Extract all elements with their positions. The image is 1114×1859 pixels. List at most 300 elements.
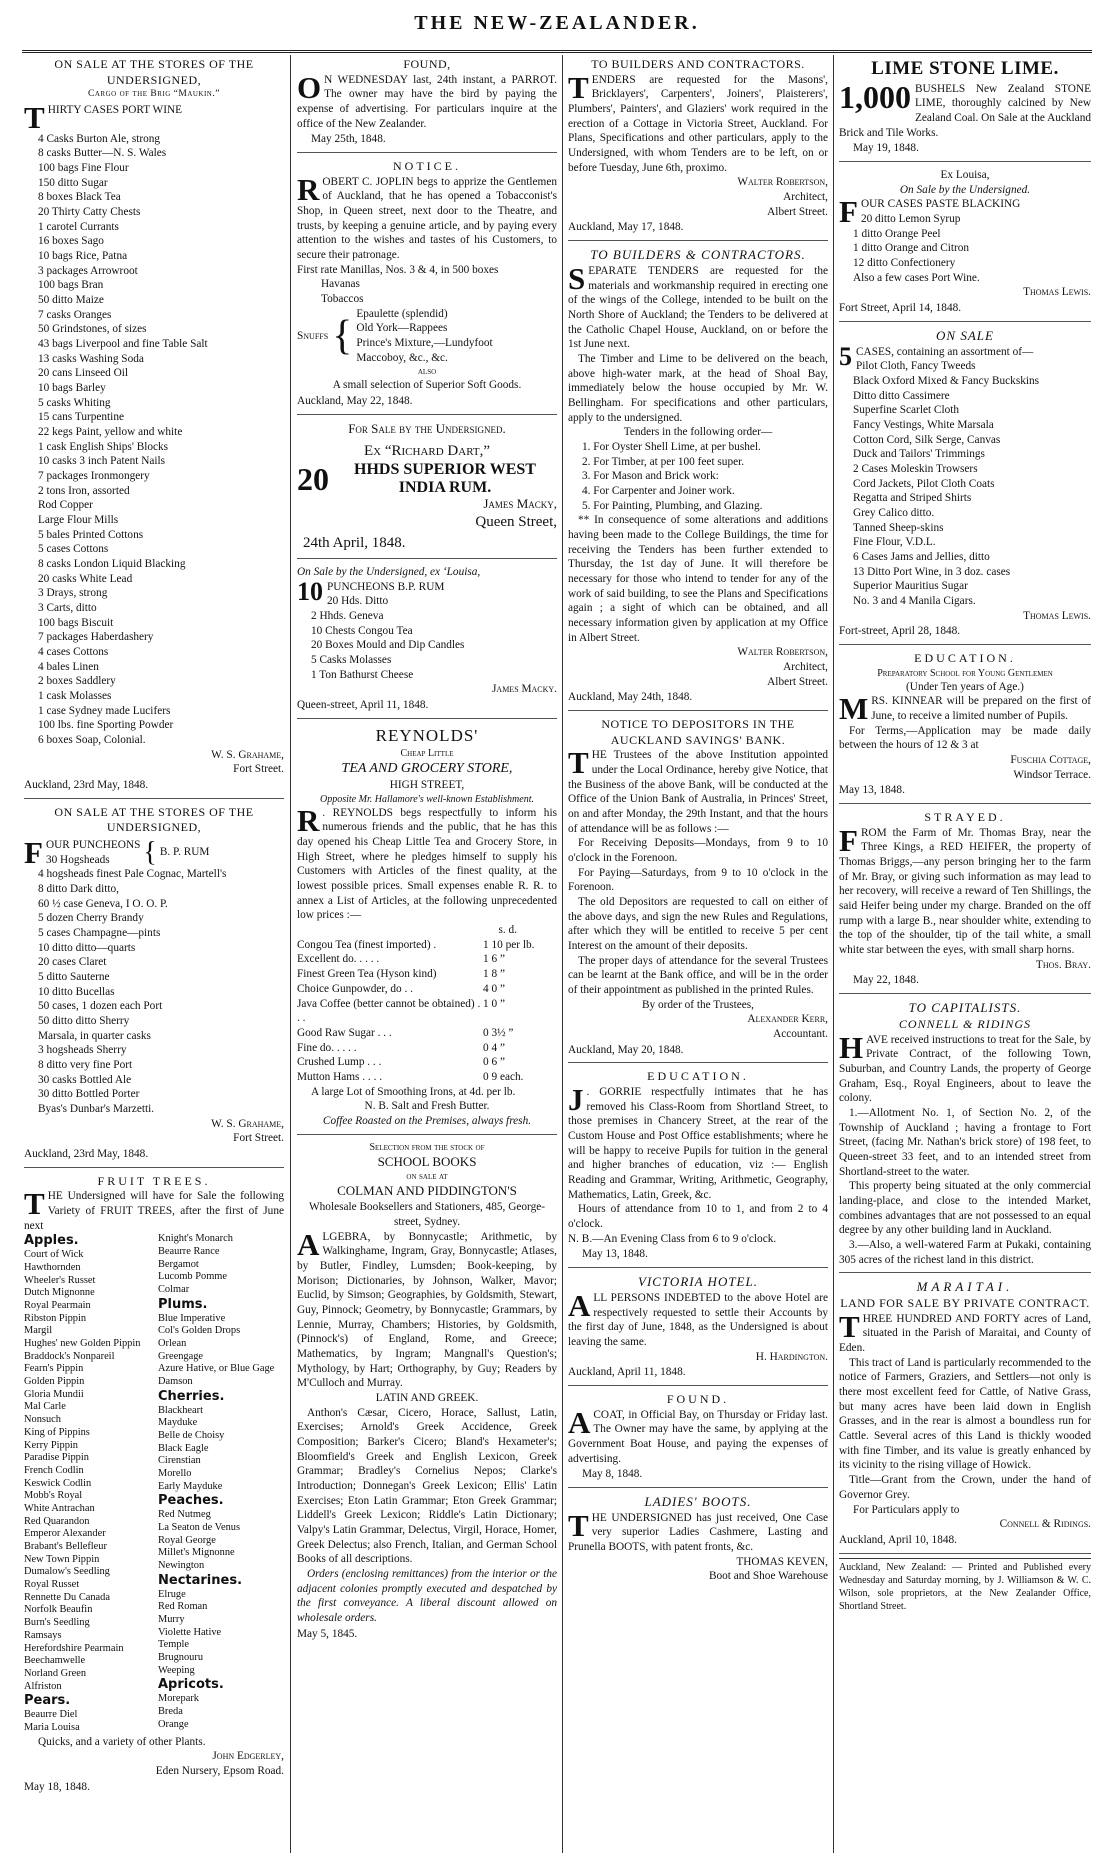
price-row — [297, 1026, 557, 1041]
signature-address: Eden Nursery, Epsom Road. — [155, 1764, 284, 1777]
column-4 — [839, 55, 1091, 1853]
drop-cap: H — [839, 1029, 864, 1065]
price-value: 1 10 per lb. — [483, 938, 535, 951]
advert-louisa-blacking — [839, 166, 1091, 322]
advert-body: Orders (enclosing remittances) from the interior or the adjacent colonies promptly executed and despatched by the first conveyance. A liberal discount allowed on wholesale orders. — [297, 1568, 557, 1625]
price-value: 1 0 ” — [483, 997, 505, 1010]
advert-savings-bank — [568, 715, 828, 1063]
advert-date: Fort Street, April 14, 1848. — [839, 302, 962, 315]
advert-subheading: Opposite Mr. Hallamore's well-known Establishment. — [320, 793, 534, 805]
list-item: Fearn's Pippin — [24, 1363, 84, 1375]
item-list — [839, 359, 1091, 608]
list-item: Emperor Alexander — [24, 1528, 106, 1540]
drop-cap: T — [568, 745, 589, 781]
apple-list — [24, 1249, 150, 1693]
list-item: 4 bales Linen — [38, 660, 99, 673]
list-item: 20 cans Linseed Oil — [38, 367, 129, 380]
advert-body: Anthon's Cæsar, Cicero, Horace, Sallust, Latin, Exercises; Arnold's Greek Accidence, Greek Composition; Barker's Cicero; Bland's Hexameter's; Bloomfield's Greek and English Lexicon, Greek Grammar; Bradley's Cornelius Nepos; Clarke's Introduction; Donnegan's Greek Lexicon; Ellis' Latin Exercises; Eton Latin Grammar; Eton Greek Grammar; Liddell's Greek Lexicon; Riddle's Latin Dictionary; Valpy's Latin Grammar, Delectus, Virgil, Horace, Homer, Greek Delectus; also French, Italian, and German School Books of all descriptions. — [297, 1406, 557, 1566]
list-item: 3 Carts, ditto — [38, 602, 97, 615]
advert-body: Title—Grant from the Crown, under the hand of Governor Grey. — [839, 1474, 1091, 1501]
list-item: 6 Cases Jams and Jellies, ditto — [853, 551, 990, 564]
list-item: Prince's Mixture,—Lundyfoot — [356, 336, 493, 349]
advert-ladies-boots — [568, 1492, 828, 1589]
signature: Thomas Lewis. — [1023, 286, 1091, 299]
advert-heading: Ex Louisa, — [940, 169, 990, 182]
advert-note: A large Lot of Smoothing Irons, at 4d. per lb. — [311, 1085, 516, 1098]
item-list — [297, 594, 557, 682]
advert-heading: ON SALE AT THE STORES OF THE UNDERSIGNED, — [54, 804, 254, 835]
quantity: 1,000 — [839, 78, 911, 115]
list-item: Nonsuch — [24, 1414, 61, 1426]
advert-heading: STRAYED. — [924, 810, 1006, 825]
list-item: French Codlin — [24, 1464, 84, 1476]
list-item: Violette Hative — [158, 1626, 222, 1638]
list-item: Temple — [158, 1639, 190, 1651]
peach-list — [158, 1509, 284, 1572]
advert-found-parrot — [297, 55, 557, 153]
list-item: Red Roman — [158, 1601, 208, 1613]
advert-lime — [839, 55, 1091, 162]
list-item: Fancy Vestings, White Marsala — [853, 419, 994, 432]
price-value: 0 4 ” — [483, 1041, 505, 1054]
advert-body: 3.—Also, a well-watered Farm at Pukaki, containing 305 acres of the richest land in this district. — [839, 1238, 1091, 1266]
advert-tobacconist — [297, 157, 557, 415]
advert-date: Auckland, May 22, 1848. — [297, 394, 413, 407]
list-item: Beechamwelle — [24, 1655, 86, 1667]
signature: W. S. Grahame, — [211, 1117, 284, 1130]
price-header: s. d. — [498, 924, 517, 937]
list-item: Hawthornden — [24, 1261, 81, 1273]
list-item: Elruge — [158, 1588, 186, 1600]
list-item: 5 dozen Cherry Brandy — [38, 912, 144, 925]
advert-date: Auckland, 23rd May, 1848. — [24, 1148, 149, 1161]
list-item: 30 casks Bottled Ale — [38, 1073, 132, 1086]
list-item: 5 casks Whiting — [38, 396, 111, 409]
category-heading: Apricots. — [158, 1677, 224, 1693]
list-item: 100 bags Bran — [38, 279, 104, 292]
signature-address: Boot and Shoe Warehouse — [708, 1570, 828, 1583]
advert-heading: LIME STONE LIME. — [871, 58, 1059, 79]
list-item: 50 cases, 1 dozen each Port — [38, 1000, 163, 1013]
list-item: Kerry Pippin — [24, 1439, 78, 1451]
advert-body: HE Undersigned will have for Sale the following Variety of FRUIT TREES, after the first of June next — [24, 1190, 284, 1232]
list-item: 2 boxes Saddlery — [38, 675, 116, 688]
list-item: Red Quarandon — [24, 1515, 90, 1527]
advert-cloth-sale — [839, 326, 1091, 645]
list-item: 2 Hhds. Geneva — [311, 610, 384, 623]
list-item: Ramsays — [24, 1629, 62, 1641]
drop-cap: J — [568, 1081, 584, 1117]
advert-heading: NOTICE. — [393, 158, 461, 173]
advert-maraitai — [839, 1277, 1091, 1553]
list-item: 1. For Oyster Shell Lime, at per bushel. — [582, 440, 761, 453]
signature: Thos. Bray. — [1035, 958, 1091, 971]
advert-body: This property being situated at the only commercial landing-place, and close to the intended Market, combines advantages that are not possessed to an equal degree by any other building land in Auckland. — [839, 1180, 1091, 1237]
advert-school-books — [297, 1139, 557, 1647]
quantity: 5 — [839, 341, 852, 371]
list-item: 100 lbs. fine Sporting Powder — [38, 719, 174, 732]
advert-maukin-cargo — [24, 55, 284, 799]
price-row — [297, 982, 557, 997]
advert-subheading: LAND FOR SALE BY PRIVATE CONTRACT. — [840, 1296, 1090, 1311]
price-row — [297, 938, 557, 953]
signature: Walter Robertson, — [737, 176, 828, 189]
signature-address: Fort Street. — [233, 763, 284, 776]
address: Windsor Terrace. — [1013, 768, 1091, 781]
cherry-list — [158, 1405, 284, 1494]
price-row — [297, 967, 557, 982]
drop-cap: T — [568, 69, 589, 105]
list-item: Orlean — [158, 1338, 187, 1350]
list-item: 20 Thirty Catty Chests — [38, 205, 141, 218]
list-item: Knight's Monarch — [158, 1233, 233, 1245]
signature: James Macky. — [492, 683, 557, 696]
item-list — [24, 132, 284, 748]
list-item: Ditto ditto Cassimere — [853, 389, 950, 402]
drop-cap: F — [24, 834, 43, 870]
list-item: Royal George — [158, 1534, 216, 1546]
category-heading: Apples. — [24, 1233, 79, 1249]
brand-label: B. P. RUM — [159, 846, 210, 859]
list-heading: Tenders in the following order— — [623, 426, 773, 439]
list-item: Early Mayduke — [158, 1480, 223, 1492]
advert-body: ROM the Farm of Mr. Thomas Bray, near the Three Kings, a RED HEIFER, the property of Thomas Briggs,—any person bringing her to the farm of Mr. Bray, or giving such information as may lead to her recovery, will receive a reward of Ten Shillings, the said Heifer being under my charge. Branded on the off rump with a large B., near shoulder white, extending to the top of the shoulder, tip of the tail white, a small white star between the eyes, with small sharp horns. — [839, 826, 1091, 957]
drop-cap: R — [297, 171, 320, 207]
advert-note: N. B. Salt and Fresh Butter. — [364, 1100, 490, 1113]
advert-heading: ON SALE — [936, 327, 994, 343]
list-item: 8 boxes Black Tea — [38, 191, 121, 204]
list-item: Dutch Mignonne — [24, 1287, 95, 1299]
price-item: Crushed Lump . . . — [297, 1056, 382, 1069]
price-row — [297, 1041, 557, 1056]
list-item: 50 ditto Maize — [38, 293, 104, 306]
advert-body: The Timber and Lime to be delivered on the beach, above high-water mark, at the head of Shoal Bay, immediately below the house occupied by Mr. W. Bellingham. For specifications and other particulars, apply to the undersigned. — [568, 352, 828, 424]
list-item: Millet's Mignonne — [158, 1547, 235, 1559]
advert-subheading: Cheap Little — [400, 747, 454, 759]
list-item: 43 bags Liverpool and fine Table Salt — [38, 337, 208, 350]
advert-spirits — [24, 803, 284, 1168]
list-item: New Town Pippin — [24, 1553, 100, 1565]
list-item: King of Pippins — [24, 1426, 90, 1438]
list-item: 1 Ton Bathurst Cheese — [311, 668, 414, 681]
list-item: Brugnouru — [158, 1652, 204, 1664]
list-item: 15 cans Turpentine — [38, 411, 124, 424]
list-item: 1 ditto Orange and Citron — [853, 242, 970, 255]
apricot-list — [158, 1693, 284, 1731]
advert-heading: FOUND. — [666, 1391, 730, 1406]
printer-imprint: Auckland, New Zealand: — Printed and Published every Wednesday and Saturday morning, by J. Williamson & W. C. Wilson, sole proprietors, at the New Zealander Office, Shortland Street. — [839, 1558, 1091, 1613]
address: Fuschia Cottage, — [1010, 754, 1091, 767]
price-item: Congou Tea (finest imported) . — [297, 938, 437, 951]
list-item: 20 ditto Lemon Syrup — [860, 213, 961, 226]
signature: Walter Robertson, — [737, 646, 828, 659]
drop-cap: R — [297, 802, 320, 838]
advert-body: HE Trustees of the above Institution appointed under the Local Ordinance, hereby give Notice, that the Business of the above Bank, will be conducted at the Office of the Union Bank of Australia, in Princes' Street, on and after Monday, the 29th Instant, and that the hours of attendance will be as follows :— — [568, 749, 828, 835]
list-item: 7 packages Ironmongery — [38, 469, 150, 482]
list-item: 5 bales Printed Cottons — [38, 528, 144, 541]
drop-cap: T — [568, 1507, 589, 1543]
list-item: 16 boxes Sago — [38, 235, 104, 248]
category-heading: Cherries. — [158, 1388, 225, 1404]
list-item: Red Nutmeg — [158, 1509, 211, 1521]
list-item: 10 bags Rice, Patna — [38, 249, 128, 262]
list-item: 2 tons Iron, assorted — [38, 484, 130, 497]
snuffs-label: Snuffs — [297, 329, 329, 342]
drop-cap: A — [568, 1404, 591, 1440]
list-item: 10 casks 3 inch Patent Nails — [38, 455, 166, 468]
list-item: Black Oxford Mixed & Fancy Buckskins — [853, 375, 1040, 387]
list-item: 3 packages Arrowroot — [38, 264, 138, 277]
advert-heading: COLMAN AND PIDDINGTON'S — [337, 1183, 517, 1199]
stock-line: First rate Manillas, Nos. 3 & 4, in 500 boxes — [297, 263, 499, 276]
signature-address: Albert Street. — [767, 675, 828, 688]
list-item: 3 hogsheads Sherry — [38, 1044, 127, 1057]
advert-body: This tract of Land is particularly recommended to the notice of Farmers, Graziers, and Settlers—not only is there most excellent feed for Cattle, of Native Grass, but many acres have been laid down in English Grasses, and in the rear is almost a boundless run for Cattle. Several acres of this Land is thickly wooded with fine Timber, and its value is greatly enhanced by its vicinity to the rising village of Howick. — [839, 1356, 1091, 1472]
advert-date: 24th April, 1848. — [303, 534, 406, 551]
list-item: Byas's Dunbar's Marzetti. — [38, 1103, 155, 1116]
nectarine-list — [158, 1589, 284, 1678]
advert-body: 1.—Allotment No. 1, of Section No. 2, of the Township of Auckland ; having a frontage to Fort Street, (facing Mr. Nathan's brick store) of 198 feet, to Queen-street 33 feet, and to an intended street from Shortland-street to the water. — [839, 1106, 1091, 1178]
snuff-list — [356, 307, 557, 366]
advert-subheading: Cargo of the Brig “Maukin.” — [88, 89, 220, 100]
advert-heading: SCHOOL BOOKS — [377, 1153, 477, 1169]
advert-note: Coffee Roasted on the Premises, always fresh. — [322, 1114, 532, 1127]
advert-strayed — [839, 808, 1091, 994]
list-item: 10 ditto Bucellas — [38, 985, 115, 998]
advert-date: Fort-street, April 28, 1848. — [839, 625, 961, 638]
advert-body: HREE HUNDRED AND FORTY acres of Land, situated in the Parish of Maraitai, and County of Eden. — [839, 1312, 1091, 1355]
list-item: Alfriston — [24, 1680, 62, 1692]
price-value: 1 8 ” — [483, 968, 505, 981]
advert-heading: LADIES' BOOTS. — [644, 1493, 752, 1509]
advert-date: Auckland, May 24th, 1848. — [568, 691, 693, 704]
list-item: Azure Hative, or Blue Gage — [158, 1363, 275, 1375]
item-list — [839, 212, 1091, 271]
list-item: Superfine Scarlet Cloth — [853, 404, 960, 417]
advert-date: Auckland, April 11, 1848. — [568, 1366, 686, 1379]
list-item: 13 Ditto Port Wine, in 3 doz. cases — [853, 565, 1011, 578]
list-item: Brabant's Bellefleur — [24, 1541, 107, 1553]
list-item: 50 Grindstones, of sizes — [38, 323, 147, 336]
price-item: Good Raw Sugar . . . — [297, 1026, 392, 1039]
item-list — [24, 867, 284, 1116]
list-item: 8 ditto very fine Port — [38, 1059, 133, 1072]
list-item: 1 ditto Orange Peel — [853, 227, 941, 240]
list-item: Cord Jackets, Pilot Cloth Coats — [853, 477, 995, 490]
list-item: Norfolk Beaufin — [24, 1604, 93, 1616]
category-heading: Plums. — [158, 1296, 208, 1312]
list-item: 8 ditto Dark ditto, — [38, 882, 119, 895]
list-item: 30 ditto Bottled Porter — [38, 1088, 140, 1101]
advert-body: The proper days of attendance for the several Trustees can be learnt at the Bank office, and will be in the order of their appointment as published in the printed Rules. — [568, 954, 828, 996]
list-item: Duck and Tailors' Trimmings — [853, 448, 985, 461]
list-item: Weeping — [158, 1664, 195, 1676]
price-item: Java Coffee (better cannot be obtained) . . . — [297, 997, 481, 1025]
advert-subheading: CONNELL & RIDINGS — [898, 1016, 1032, 1031]
advert-body: EPARATE TENDERS are requested for the materials and workmanship required in erecting one of the wings of the College, intended to be built on the North Shore of Auckland; the Tenders to be delivered at the Catholic Chapel House, Auckland, on or before the 1st June next. — [568, 264, 828, 351]
list-item: 5 cases Champagne—pints — [38, 926, 161, 939]
first-line: HIRTY CASES PORT WINE — [47, 103, 183, 116]
list-item: Burn's Seedling — [24, 1617, 90, 1629]
advert-fruit-trees — [24, 1172, 284, 1799]
list-item: 7 casks Oranges — [38, 308, 112, 321]
price-value: 4 0 ” — [483, 982, 505, 995]
advert-heading: FOUND, — [403, 57, 451, 71]
masthead-rule — [22, 50, 1092, 53]
advert-body: RS. KINNEAR will be prepared on the first of June, to receive a limited number of Pupils. — [871, 695, 1091, 723]
advert-date: May 19, 1848. — [853, 142, 919, 155]
drop-cap: T — [24, 1186, 45, 1222]
list-item: Old York—Rappees — [356, 322, 448, 335]
advert-heading: On Sale by the Undersigned, ex ‘Louisa, — [297, 566, 481, 579]
list-item: Large Flour Mills — [38, 514, 119, 526]
list-item: 4 hogsheads finest Pale Cognac, Martell's — [38, 868, 227, 881]
signature: Thomas Lewis. — [1023, 609, 1091, 622]
column-divider — [290, 55, 291, 1853]
advert-body: The old Depositors are requested to call on either of the above days, and sign the new Rules and Regulations, after which they will be entitled to receive 5 per cent Interest on the amount of their deposits. — [568, 895, 828, 952]
advert-date: Queen-street, April 11, 1848. — [297, 699, 429, 712]
first-line: OUR CASES PASTE BLACKING — [860, 198, 1021, 211]
plum-list — [158, 1313, 284, 1389]
first-line-2: 30 Hogsheads — [45, 853, 110, 866]
advert-heading: TO BUILDERS & CONTRACTORS. — [590, 246, 806, 262]
advert-date: Auckland, May 20, 1848. — [568, 1043, 684, 1056]
list-item: 12 ditto Confectionery — [853, 257, 956, 270]
list-item: Morepark — [158, 1693, 199, 1705]
list-item: Royal Russet — [24, 1579, 80, 1591]
list-item: 3. For Mason and Brick work: — [582, 470, 719, 483]
advert-body: For Receiving Deposits—Mondays, from 9 to 10 o'clock in the Forenoon. — [568, 837, 828, 864]
advert-louisa-rum — [297, 563, 557, 719]
stock-line: Tobaccos — [321, 292, 364, 305]
list-item: 5 Casks Molasses — [311, 654, 392, 667]
list-item: Gloria Mundii — [24, 1388, 84, 1400]
drop-cap: M — [839, 691, 869, 727]
list-item: Bergamot — [158, 1258, 199, 1270]
list-item: 1 case Sydney made Lucifers — [38, 704, 171, 717]
tender-list — [568, 440, 828, 513]
advert-body: BUSHELS New Zealand STONE LIME, thoroughly calcined by New Zealand Coal. On Sale at the Auckland Brick and Tile Works. — [839, 82, 1091, 139]
list-item: 100 bags Biscuit — [38, 616, 114, 629]
advert-heading: TO BUILDERS AND CONTRACTORS. — [591, 57, 805, 71]
advert-body: HE UNDERSIGNED has just received, One Case very superior Ladies Cashmere, Lasting and Prunella BOOTS, with patent fronts, &c. — [568, 1511, 828, 1554]
list-item: 1 carotel Currants — [38, 220, 119, 233]
advert-subheading: HIGH STREET, — [389, 779, 465, 792]
category-heading: Pears. — [24, 1693, 71, 1709]
advert-heading: EDUCATION. — [647, 1069, 749, 1084]
price-item: Choice Gunpowder, do . . — [297, 982, 413, 995]
list-item: Cotton Cord, Silk Serge, Canvas — [853, 433, 1001, 446]
list-item: Beaurre Diel — [24, 1709, 78, 1721]
list-item: Cirenstian — [158, 1455, 201, 1467]
list-item: Keswick Codlin — [24, 1477, 92, 1489]
advert-body: A small selection of Superior Soft Goods. — [332, 379, 522, 392]
advert-date: Auckland, 23rd May, 1848. — [24, 779, 149, 792]
advert-date: May 18, 1848. — [24, 1780, 90, 1793]
list-item: 1 cask English Ships' Blocks — [38, 440, 169, 453]
advert-capitalists — [839, 998, 1091, 1273]
list-item: Herefordshire Pearmain — [24, 1642, 124, 1654]
list-item: Superior Mauritius Sugar — [853, 580, 968, 593]
ship-name: Ex “Richard Dart,” — [363, 442, 491, 459]
list-item: Wheeler's Russet — [24, 1274, 96, 1286]
advert-body: OBERT C. JOPLIN begs to apprize the Gentlemen of Auckland, that he has opened a Tobacconist's Shop, in Queen street, next door to the Theatre, and trusts, by keeping a genuine article, and by paying every attention to the wishes and tastes of his Customers, to secure their patronage. — [297, 175, 557, 261]
advert-victoria-hotel — [568, 1272, 828, 1386]
list-item: Greengage — [158, 1350, 203, 1362]
column-divider — [562, 55, 563, 1853]
drop-cap: A — [297, 1226, 320, 1262]
price-item: Excellent do. . . . . — [297, 953, 380, 966]
list-item: Ribston Pippin — [24, 1312, 87, 1324]
list-item: 100 bags Fine Flour — [38, 161, 129, 174]
advert-body: For Terms,—Application may be made daily between the hours of 12 & 3 at — [839, 724, 1091, 752]
signature: H. Hardington. — [755, 1350, 828, 1363]
list-item: Col's Golden Drops — [158, 1325, 241, 1337]
signature: John Edgerley, — [212, 1750, 284, 1763]
advert-kinnear-school — [839, 649, 1091, 804]
first-line: PUNCHEONS B.P. RUM — [327, 580, 445, 593]
advert-subheading: on sale at — [406, 1171, 448, 1183]
advert-subheading: Selection from the stock of — [369, 1141, 485, 1153]
brace-glyph: { — [143, 836, 157, 868]
advert-body: LGEBRA, by Bonnycastle; Arithmetic, by Walkinghame, Ingram, Gray, Bonnycastle; Atlases, by Butler, Findley, Lumsden; Book-keeping, by Morison; Dictionaries, by Johnson, Walker, Mavor; Euclid, by Simson; Geographies, by Goldsmith, Stewart, Guy, Pinnock; Geometry, by Bonnycastle; Grammars, by Lennie, Murray, Chambers; Histories, by Goldsmith, (Pinnock's) of England, Rome, and Greece; Mathematics, by Ingram; Mangnall's Question's; Mythology, by Hart; Orthography, by Guy; Readers by M'Culloch and Murray. — [297, 1230, 557, 1390]
advert-body: ENDERS are requested for the Masons', Bricklayers', Carpenters', Joiners', Plaisterers', Plumbers', Painters', and Glaziers' work required in the erection of a Cottage in Victoria Street, Auckland. For Plans, Specifications and other particulars, apply to the Undersigned, with whom Tenders are to be left, on or before Tuesday, June 6th, proximo. — [568, 73, 828, 174]
list-item: 4 Casks Burton Ale, strong — [38, 132, 161, 145]
drop-cap: A — [568, 1287, 591, 1323]
signature-address: Fort Street. — [233, 1132, 284, 1145]
list-item: Mal Carle — [24, 1401, 66, 1413]
advert-body: . GORRIE respectfully intimates that he has removed his Class-Room from Shortland Street, to those premises in Chancery Street, at the rear of the Custom House and Post Office establishments; where he will be happy to receive Pupils for tuition in the general and higher branches of education, viz :— English Reading and Grammar, Writing, Arithmetic, Geography, Mathematics, Latin, Greek, &c. — [568, 1085, 828, 1201]
pear-list-cont — [158, 1233, 284, 1296]
list-item: Mobb's Royal — [24, 1490, 83, 1502]
column-divider — [833, 55, 834, 1853]
advert-body: Quicks, and a variety of other Plants. — [38, 1735, 206, 1748]
list-item: Newington — [158, 1560, 205, 1572]
list-item: La Seaton de Venus — [158, 1521, 241, 1533]
advert-heading: MARAITAI. — [916, 1279, 1014, 1295]
advert-heading: REYNOLDS' — [375, 725, 479, 745]
list-item: 1 cask Molasses — [38, 690, 112, 703]
list-item: 20 casks White Lead — [38, 572, 133, 585]
list-item: 150 ditto Sugar — [38, 176, 108, 189]
advert-subheading: Wholesale Booksellers and Stationers, 485, George-street, Sydney. — [308, 1201, 546, 1228]
advert-date: May 5, 1845. — [297, 1627, 358, 1640]
first-line: OUR PUNCHEONS — [45, 838, 141, 851]
list-item: 10 ditto ditto—quarts — [38, 941, 136, 954]
advert-subheading: (Under Ten years of Age.) — [906, 680, 1024, 693]
list-item: 20 cases Claret — [38, 956, 107, 969]
list-item: Belle de Choisy — [158, 1430, 225, 1441]
list-item: Beaurre Rance — [158, 1246, 220, 1258]
advert-date: May 8, 1848. — [582, 1468, 643, 1481]
advert-heading: EDUCATION. — [914, 651, 1016, 666]
price-row — [297, 997, 557, 1026]
list-item: Morello — [158, 1468, 192, 1480]
list-item: 10 Chests Congou Tea — [311, 624, 413, 637]
category-heading: Nectarines. — [158, 1572, 243, 1588]
advert-subheading: TEA AND GROCERY STORE, — [341, 760, 513, 776]
list-item: 8 casks Butter—N. S. Wales — [38, 147, 167, 160]
list-item: Hughes' new Golden Pippin — [24, 1338, 141, 1350]
list-item: Dumalow's Seedling — [24, 1566, 110, 1578]
advert-subheading: On Sale by the Undersigned. — [899, 183, 1031, 196]
advert-date: May 22, 1848. — [853, 974, 919, 987]
drop-cap: O — [297, 69, 322, 105]
drop-cap: F — [839, 822, 858, 858]
drop-cap: F — [839, 194, 858, 230]
list-item: Damson — [158, 1376, 193, 1388]
list-item: Murry — [158, 1613, 185, 1625]
